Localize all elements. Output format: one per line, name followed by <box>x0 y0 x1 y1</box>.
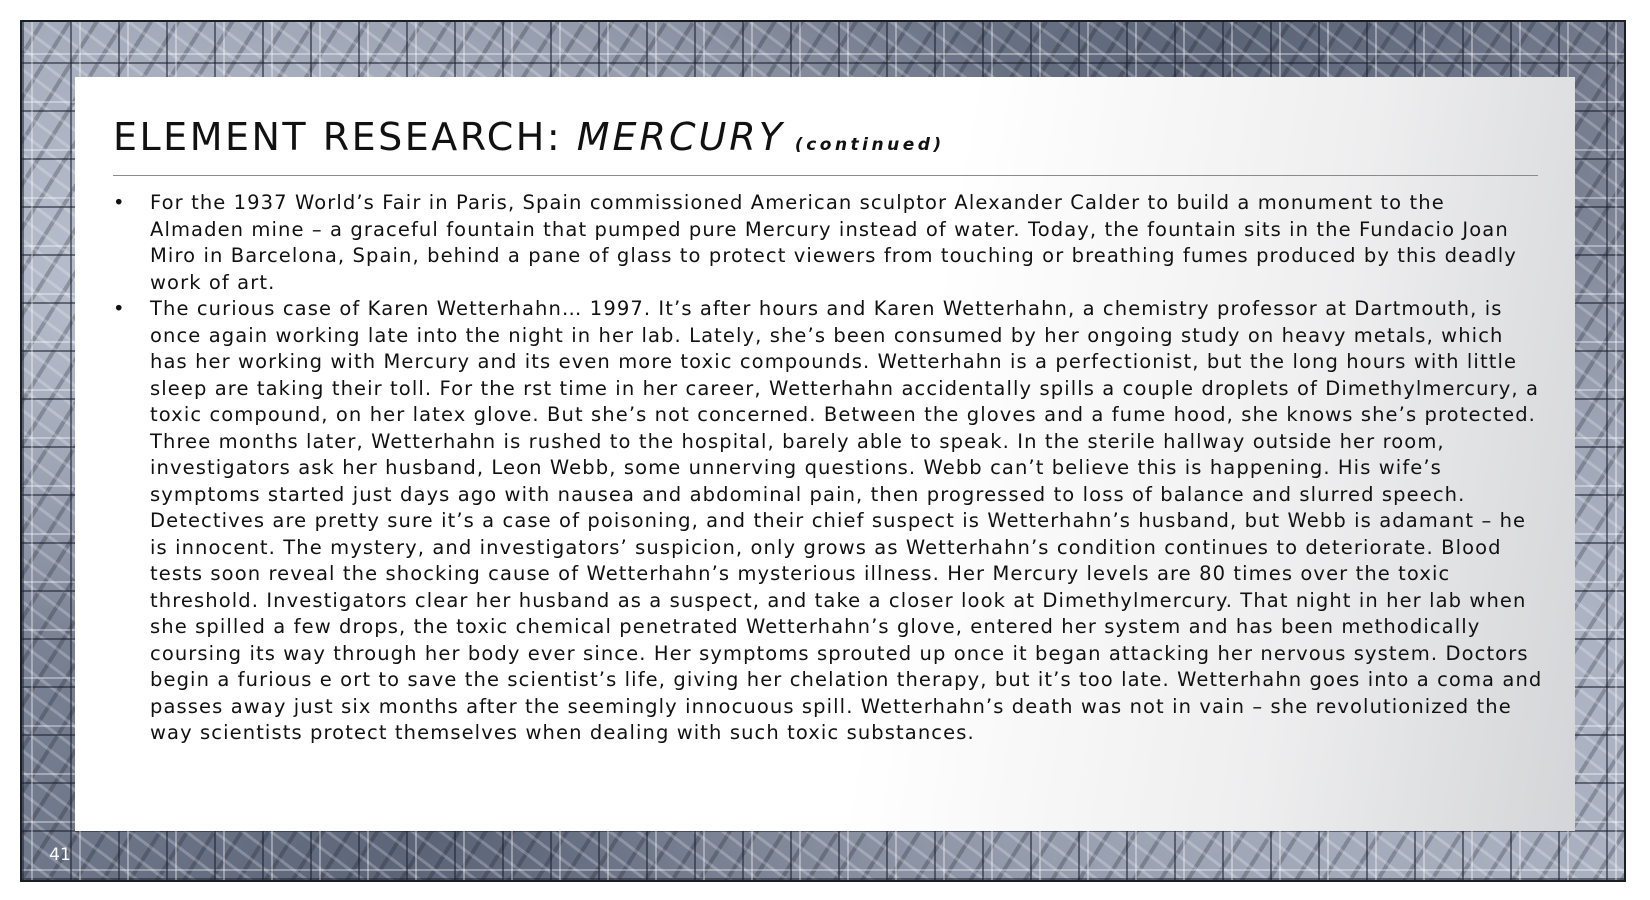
bullet-text: For the 1937 World’s Fair in Paris, Spain commissioned American sculptor Alexander Calder to build a monument to the Almaden mine – a graceful fountain that pumped pure Mercury instead of water. Today, the fountain sits in the Fundacio Joan Miro in Barcelona, Spain, behind a pane of glass to protect viewers from touching or breathing fumes produced by this deadly work of art. <box>150 191 1517 294</box>
slide-frame <box>20 20 1626 882</box>
bullet-dot: • <box>113 297 126 320</box>
bullet-item <box>113 190 1543 296</box>
title-continued: (continued) <box>794 135 945 155</box>
page-number: 41 <box>49 845 71 865</box>
title-element: MERCURY <box>576 115 785 159</box>
bullet-item <box>113 296 1543 747</box>
bullet-dot: • <box>113 191 126 214</box>
content-panel <box>75 77 1575 831</box>
title-divider <box>113 175 1538 176</box>
title-main: ELEMENT RESEARCH: <box>113 115 577 159</box>
slide-title <box>113 107 1537 167</box>
bullet-list <box>113 190 1543 747</box>
bullet-text: The curious case of Karen Wetterhahn… 1997. It’s after hours and Karen Wetterhahn, a chemistry professor at Dartmouth, is once again working late into the night in her lab. Lately, she’s been consumed by her ongoing study on heavy metals, which has her working with Mercury and its even more toxic compounds. Wetterhahn is a perfectionist, but the long hours with little sleep are taking their toll. For the rst time in her career, Wetterhahn accidentally spills a couple droplets of Dimethylmercury, a toxic compound, on her latex glove. But she’s not concerned. Between the gloves and a fume hood, she knows she’s protected. Three months later, Wetterhahn is rushed to the hospital, barely able to speak. In the sterile hallway outside her room, investigators ask her husband, Leon Webb, some unnerving questions. Webb can’t believe this is happening. His wife’s symptoms started just days ago with nausea and abdominal pain, then progressed to loss of balance and slurred speech. Detectives are pretty sure it’s a case of poisoning, and their chief suspect is Wetterhahn’s husband, but Webb is adamant – he is innocent. The mystery, and investigators’ suspicion, only grows as Wetterhahn’s condition continues to deteriorate. Blood tests soon reveal the shocking cause of Wetterhahn’s mysterious illness. Her Mercury levels are 80 times over the toxic threshold. Investigators clear her husband as a suspect, and take a closer look at Dimethylmercury. That night in her lab when she spilled a few drops, the toxic chemical penetrated Wetterhahn’s glove, entered her system and has been methodically coursing its way through her body ever since. Her symptoms sprouted up once it began attacking her nervous system. Doctors begin a furious e ort to save the scientist’s life, giving her chelation therapy, but it’s too late. Wetterhahn goes into a coma and passes away just six months after the seemingly innocuous spill. Wetterhahn’s death was not in vain – she revolutionized the way scientists protect themselves when dealing with such toxic substances. <box>150 297 1543 744</box>
